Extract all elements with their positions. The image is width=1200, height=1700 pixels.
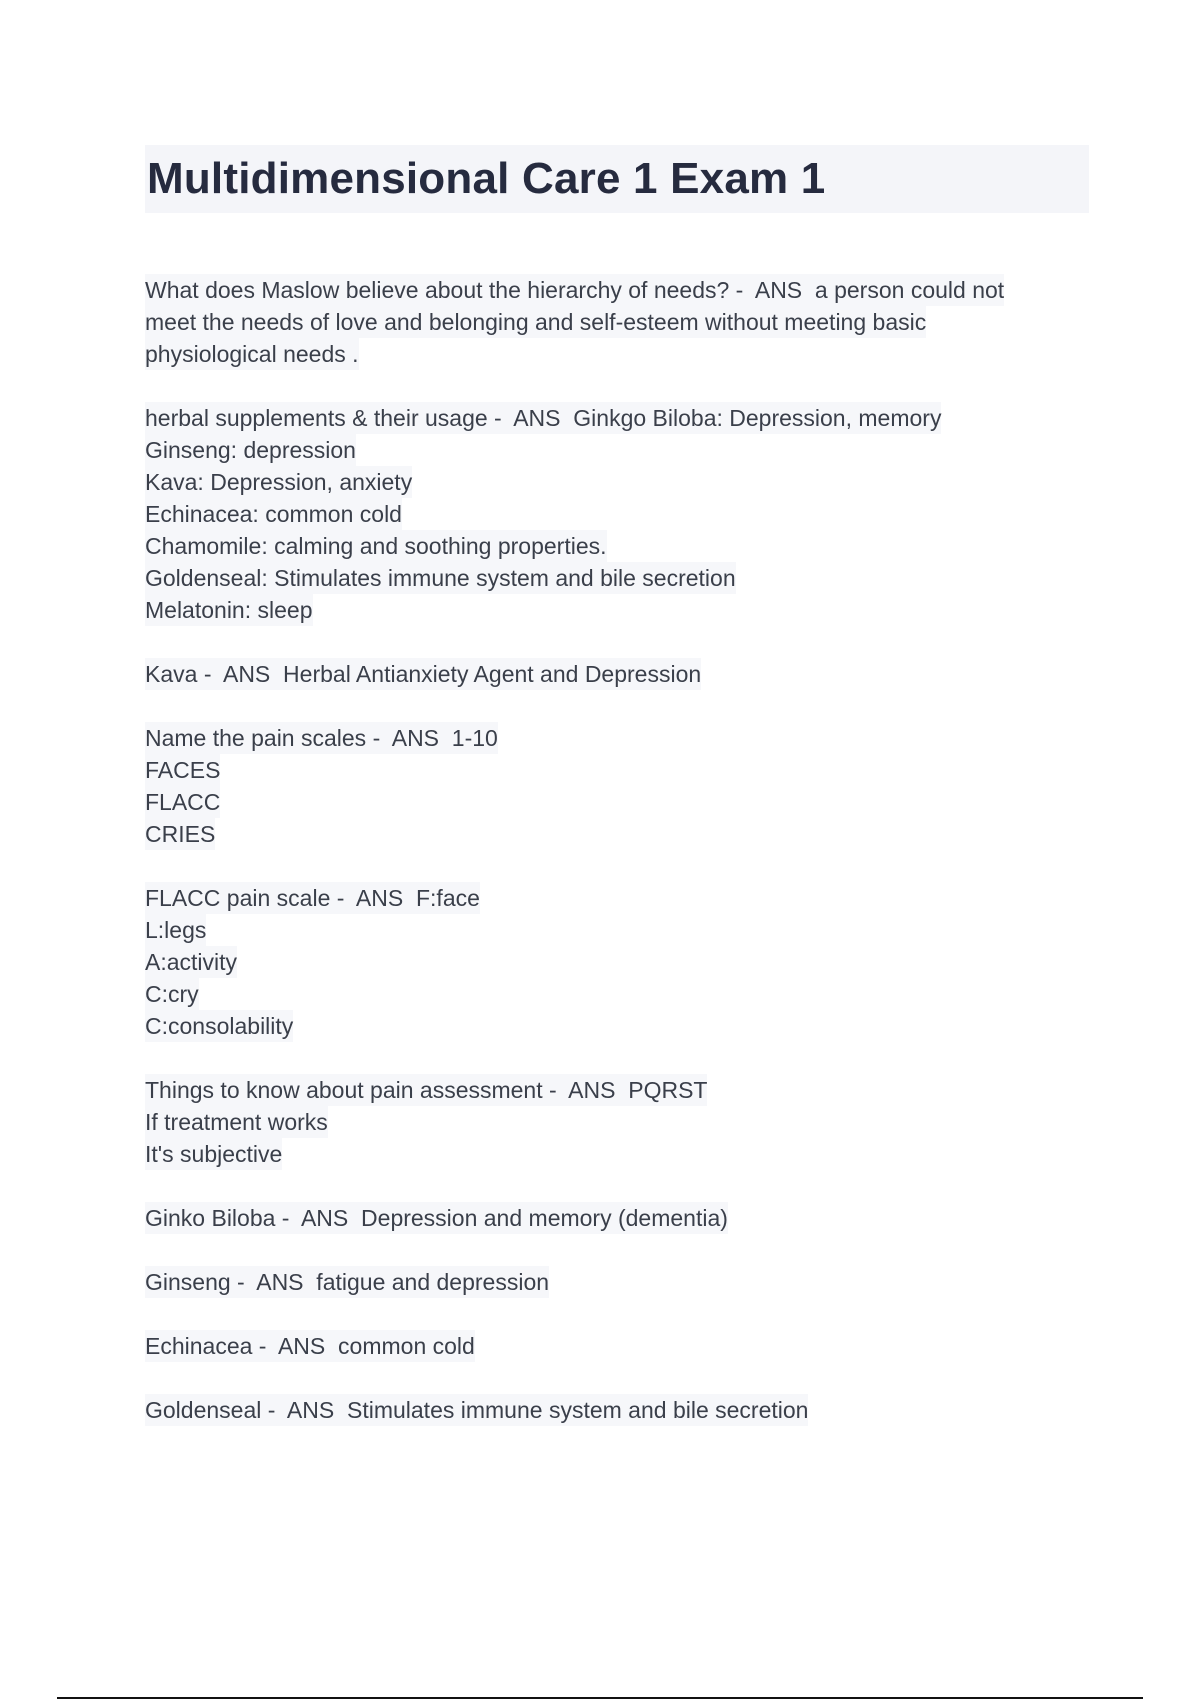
qa-line: C:consolability — [145, 1010, 293, 1042]
qa-entry — [145, 274, 1089, 370]
qa-line: herbal supplements & their usage - ANS Ginkgo Biloba: Depression, memory — [145, 402, 941, 434]
qa-line: Ginko Biloba - ANS Depression and memory (dementia) — [145, 1202, 728, 1234]
qa-line: What does Maslow believe about the hierarchy of needs? - ANS a person could not — [145, 274, 1004, 306]
qa-line: physiological needs . — [145, 338, 359, 370]
qa-line: Kava - ANS Herbal Antianxiety Agent and Depression — [145, 658, 701, 690]
qa-entry — [145, 658, 1089, 690]
qa-entry — [145, 882, 1089, 1042]
qa-line: FLACC — [145, 786, 220, 818]
qa-line: CRIES — [145, 818, 215, 850]
title-block — [145, 145, 1089, 213]
qa-line: Chamomile: calming and soothing properties. — [145, 530, 607, 562]
qa-entry — [145, 402, 1089, 626]
qa-line: Kava: Depression, anxiety — [145, 466, 412, 498]
qa-line: A:activity — [145, 946, 237, 978]
qa-entry — [145, 1266, 1089, 1298]
qa-line: Goldenseal: Stimulates immune system and bile secretion — [145, 562, 736, 594]
qa-entry — [145, 1394, 1089, 1426]
qa-entry — [145, 1330, 1089, 1362]
qa-line: Name the pain scales - ANS 1-10 — [145, 722, 498, 754]
qa-line: It's subjective — [145, 1138, 282, 1170]
qa-line: C:cry — [145, 978, 199, 1010]
qa-line: Melatonin: sleep — [145, 594, 313, 626]
qa-line: Goldenseal - ANS Stimulates immune system and bile secretion — [145, 1394, 808, 1426]
qa-entry — [145, 1202, 1089, 1234]
qa-line: Things to know about pain assessment - ANS PQRST — [145, 1074, 707, 1106]
qa-line: meet the needs of love and belonging and self-esteem without meeting basic — [145, 306, 926, 338]
footer-divider — [57, 1697, 1143, 1699]
qa-line: Echinacea - ANS common cold — [145, 1330, 475, 1362]
qa-content — [145, 274, 1089, 1458]
page-title: Multidimensional Care 1 Exam 1 — [147, 154, 826, 203]
qa-line: Ginseng: depression — [145, 434, 356, 466]
qa-line: Echinacea: common cold — [145, 498, 402, 530]
qa-line: FACES — [145, 754, 220, 786]
qa-entry — [145, 722, 1089, 850]
qa-line: Ginseng - ANS fatigue and depression — [145, 1266, 549, 1298]
qa-line: L:legs — [145, 914, 206, 946]
qa-line: FLACC pain scale - ANS F:face — [145, 882, 480, 914]
qa-entry — [145, 1074, 1089, 1170]
qa-line: If treatment works — [145, 1106, 328, 1138]
